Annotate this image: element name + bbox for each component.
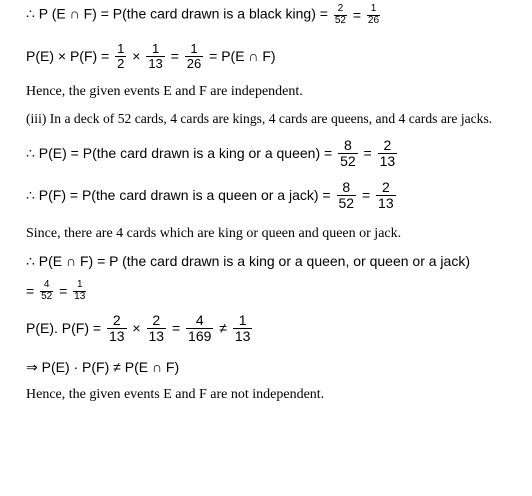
product-calculation-line — [26, 313, 254, 343]
probability-e-intersect-f-line — [26, 4, 382, 26]
common-cards-statement: Since, there are 4 cards which are king or queen and queen or jack. — [26, 226, 402, 241]
not-independent-conclusion: Hence, the given events E and F are not independent. — [26, 387, 325, 402]
fraction: $\frac{1}{13}$ — [148, 41, 163, 71]
fraction: $\frac{1}{13}$ — [74, 279, 86, 302]
fraction: $\frac{2}{13}$ — [108, 312, 125, 344]
times-sign: × — [132, 320, 141, 337]
probability-e-line — [26, 138, 399, 168]
equals-sign: = — [170, 48, 179, 65]
expression-text: ∴ P(F) = P(the card drawn is a queen or a jack) = — [26, 186, 331, 203]
equals-sign: = — [361, 187, 371, 204]
probability-f-line — [26, 180, 398, 210]
fraction: $\frac{1}{2}$ — [117, 41, 125, 71]
expression-text: ∴ P (E ∩ F) = P(the card drawn is a black king) = — [26, 5, 328, 22]
fraction: $\frac{8}{52}$ — [338, 179, 355, 211]
expression-text: P(E). P(F) = — [26, 320, 102, 337]
fraction: $\frac{1}{26}$ — [186, 41, 202, 71]
part-iii-statement: (iii) In a deck of 52 cards, 4 cards are kings, 4 cards are queens, and 4 cards are jacks. — [26, 111, 493, 126]
fraction: $\frac{2}{52}$ — [334, 3, 346, 26]
equals-sign: = — [171, 320, 181, 337]
fraction: $\frac{4}{52}$ — [41, 279, 53, 302]
implication-line: ⇒ P(E) · P(F) ≠ P(E ∩ F) — [26, 359, 180, 375]
product-probability-line — [26, 42, 276, 70]
independence-conclusion: Hence, the given events E and F are independent. — [26, 84, 303, 99]
expression-text: = P(E ∩ F) — [209, 48, 276, 65]
fraction: $\frac{8}{52}$ — [340, 137, 356, 169]
equals-sign: = — [59, 283, 68, 299]
fraction: $\frac{2}{13}$ — [148, 312, 165, 344]
expression-text: ∴ P(E) = P(the card drawn is a king or a queen) = — [26, 144, 333, 161]
equals-sign: = — [352, 7, 362, 23]
times-sign: × — [132, 48, 141, 65]
equals-sign: = — [363, 145, 372, 162]
fraction: $\frac{1}{13}$ — [234, 312, 251, 344]
fraction: $\frac{4}{169}$ — [188, 312, 212, 344]
fraction: $\frac{2}{13}$ — [378, 179, 394, 211]
fraction: $\frac{2}{13}$ — [379, 137, 396, 169]
equals-sign: = — [26, 283, 35, 299]
expression-text: P(E) × P(F) = — [26, 48, 110, 65]
fraction: $\frac{1}{26}$ — [367, 3, 380, 26]
probability-e-intersect-f-line: ∴ P(E ∩ F) = P (the card drawn is a king or a queen, or queen or a jack) — [26, 253, 470, 269]
intersection-value-line — [26, 280, 88, 302]
not-equal-sign: ≠ — [219, 320, 227, 337]
